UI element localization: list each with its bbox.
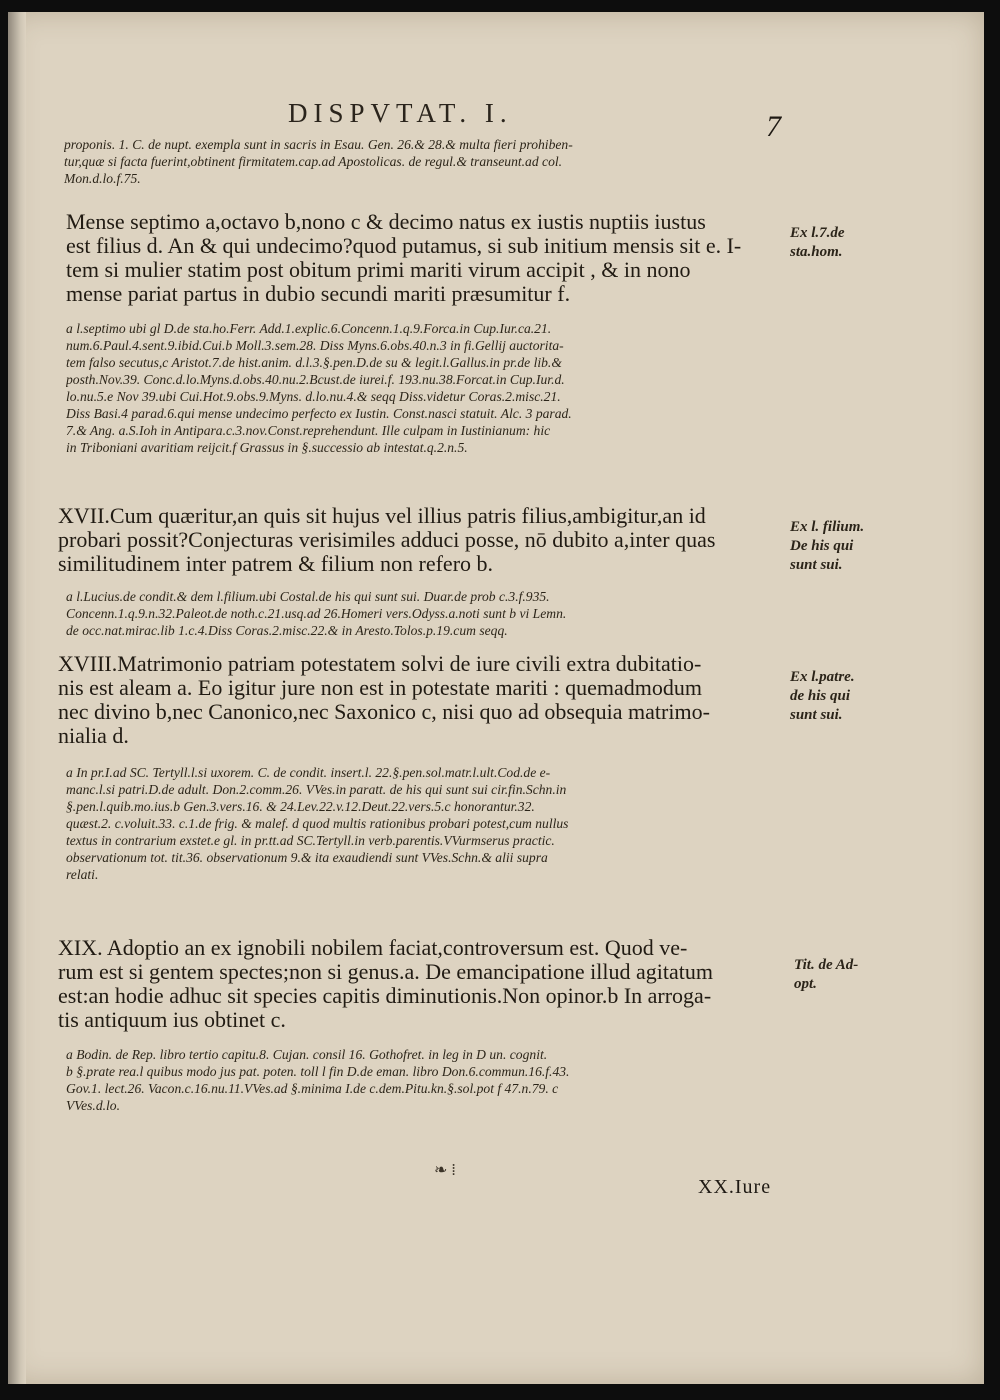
text-line: XVII.Cum quæritur,an quis sit hujus vel illius patris filius,ambigitur,an id [58, 504, 706, 528]
catchword: XX.Iure [698, 1176, 772, 1198]
paragraph-xvii [58, 504, 788, 576]
margin-line: sunt sui. [790, 707, 843, 723]
footnote-line: a l.Lucius.de condit.& dem l.filium.ubi Costal.de his qui sunt sui. Duar.de prob c.3.f.935. [66, 589, 550, 604]
margin-line: Tit. de Ad- [794, 957, 859, 973]
footnote-line: in Triboniani avaritiam reijcit.f Grassus in §.successio ab intestat.q.2.n.5. [66, 440, 468, 455]
text-line: tis antiquum ius obtinet c. [58, 1008, 286, 1032]
text-line: est filius d. An & qui undecimo?quod putamus, si sub initium mensis sit e. I- [66, 234, 742, 258]
footnote-line: quæst.2. c.voluit.33. c.1.de frig. & malef. d quod multis rationibus probari potest,cum nullus [66, 816, 569, 831]
footnote-line: tem falso secutus,c Aristot.7.de hist.anim. d.l.3.§.pen.D.de su & legit.l.Gallus.in pr.de lib.& [66, 355, 562, 370]
margin-line: sunt sui. [790, 557, 843, 573]
footnotes-xviii [66, 764, 792, 883]
text-line: probari possit?Conjecturas verisimiles adduci posse, nō dubito a,inter quas [58, 528, 716, 552]
footnote-line: lo.nu.5.e Nov 39.ubi Cui.Hot.9.obs.9.Myns. d.lo.nu.4.& seqq Diss.videtur Coras.2.misc.21. [66, 389, 561, 404]
margin-note-xvi [790, 224, 882, 262]
footnotes-xvi [66, 320, 792, 456]
page-number: 7 [766, 110, 781, 143]
margin-line: Ex l. filium. [790, 519, 865, 535]
footnote-line: num.6.Paul.4.sent.9.ibid.Cui.b Moll.3.sem.28. Diss Myns.6.obs.40.n.3 in fi.Gellij auctorita- [66, 338, 564, 353]
paragraph-xvi [66, 210, 788, 306]
footnote-line: VVes.d.lo. [66, 1098, 120, 1113]
paragraph-xix [58, 936, 788, 1032]
margin-note-xix [794, 956, 890, 994]
footnote-line: proponis. 1. C. de nupt. exempla sunt in sacris in Esau. Gen. 26.& 28.& multa fieri prohiben- [64, 137, 573, 152]
text-line: rum est si gentem spectes;non si genus.a. De emancipatione illud agitatum [58, 960, 713, 984]
footnotes-xvii [66, 588, 792, 639]
footnote-line: Concenn.1.q.9.n.32.Paleot.de noth.c.21.usq.ad 26.Homeri vers.Odyss.a.noti sunt b vi Lemn. [66, 606, 567, 621]
running-head: DISPVTAT. I. [288, 98, 513, 128]
footnote-line: b §.prate rea.l quibus modo jus pat. poten. toll l fin D.de eman. libro Don.6.commun.16.f.43. [66, 1064, 570, 1079]
top-footnotes [64, 136, 794, 187]
book-page [8, 12, 984, 1384]
footnote-line: manc.l.si patri.D.de adult. Don.2.comm.26. VVes.in paratt. de his qui sunt sui cir.fin.Schn.in [66, 782, 567, 797]
footnote-line: tur,quæ si facta fuerint,obtinent firmitatem.cap.ad Apostolicas. de regul.& transeunt.ad col. [64, 154, 563, 169]
footnotes-xix [66, 1046, 792, 1114]
margin-line: Ex l.patre. [790, 669, 855, 685]
footnote-line: relati. [66, 867, 99, 882]
margin-line: Ex l.7.de [790, 225, 845, 241]
text-line: nialia d. [58, 724, 129, 748]
footnote-line: textus in contrarium exstet.e gl. in pr.tt.ad SC.Tertyll.in verb.parentis.VVurmserus practic. [66, 833, 555, 848]
text-line: XVIII.Matrimonio patriam potestatem solvi de iure civili extra dubitatio- [58, 652, 702, 676]
margin-line: sta.hom. [790, 244, 843, 260]
printer-ornament: ❧ ⁞ [434, 1162, 456, 1179]
text-line: tem si mulier statim post obitum primi mariti virum accipit , & in nono [66, 258, 691, 282]
footnote-line: Gov.1. lect.26. Vacon.c.16.nu.11.VVes.ad §.minima I.de c.dem.Pitu.kn.§.sol.pot f 47.n.79. c [66, 1081, 559, 1096]
text-line: nis est aleam a. Eo igitur jure non est in potestate mariti : quemadmodum [58, 676, 702, 700]
text-line: Mense septimo a,octavo b,nono c & decimo natus ex iustis nuptiis iustus [66, 210, 706, 234]
footnote-line: Diss Basi.4 parad.6.qui mense undecimo perfecto ex Iustin. Const.nasci statuit. Alc. 3 parad. [66, 406, 572, 421]
footnote-line: a In pr.I.ad SC. Tertyll.l.si uxorem. C. de condit. insert.l. 22.§.pen.sol.matr.l.ult.Cod.de e- [66, 765, 551, 780]
margin-line: de his qui [790, 688, 851, 704]
footnote-line: 7.& Ang. a.S.Ioh in Antipara.c.3.nov.Const.reprehendunt. Ille culpam in Iustinianum: hic [66, 423, 551, 438]
footnote-line: a l.septimo ubi gl D.de sta.ho.Ferr. Add.1.explic.6.Concenn.1.q.9.Forca.in Cup.Iur.ca.21. [66, 321, 552, 336]
text-line: XIX. Adoptio an ex ignobili nobilem faciat,controversum est. Quod ve- [58, 936, 688, 960]
footnote-line: de occ.nat.mirac.lib 1.c.4.Diss Coras.2.misc.22.& in Aresto.Tolos.p.19.cum seqq. [66, 623, 508, 638]
margin-note-xvii [790, 518, 890, 575]
footnote-line: a Bodin. de Rep. libro tertio capitu.8. Cujan. consil 16. Gothofret. in leg in D un. cognit. [66, 1047, 548, 1062]
footnote-line: posth.Nov.39. Conc.d.lo.Myns.d.obs.40.nu.2.Bcust.de iurei.f. 193.nu.38.Forcat.in Cup.Iur.d. [66, 372, 565, 387]
paragraph-xviii [58, 652, 788, 748]
footnote-line: observationum tot. tit.36. observationum 9.& ita exaudiendi sunt VVes.Schn.& alii supra [66, 850, 548, 865]
text-line: est:an hodie adhuc sit species capitis diminutionis.Non opinor.b In arroga- [58, 984, 712, 1008]
text-line: similitudinem inter patrem & filium non refero b. [58, 552, 494, 576]
text-line: nec divino b,nec Canonico,nec Saxonico c, nisi quo ad obsequia matrimo- [58, 700, 710, 724]
footnote-line: Mon.d.lo.f.75. [64, 171, 141, 186]
text-line: mense pariat partus in dubio secundi mariti præsumitur f. [66, 282, 571, 306]
margin-line: opt. [794, 976, 817, 992]
page-spine [8, 12, 26, 1384]
footnote-line: §.pen.l.quib.mo.ius.b Gen.3.vers.16. & 24.Lev.22.v.12.Deut.22.vers.5.c honorantur.32. [66, 799, 535, 814]
margin-line: De his qui [790, 538, 854, 554]
margin-note-xviii [790, 668, 890, 725]
